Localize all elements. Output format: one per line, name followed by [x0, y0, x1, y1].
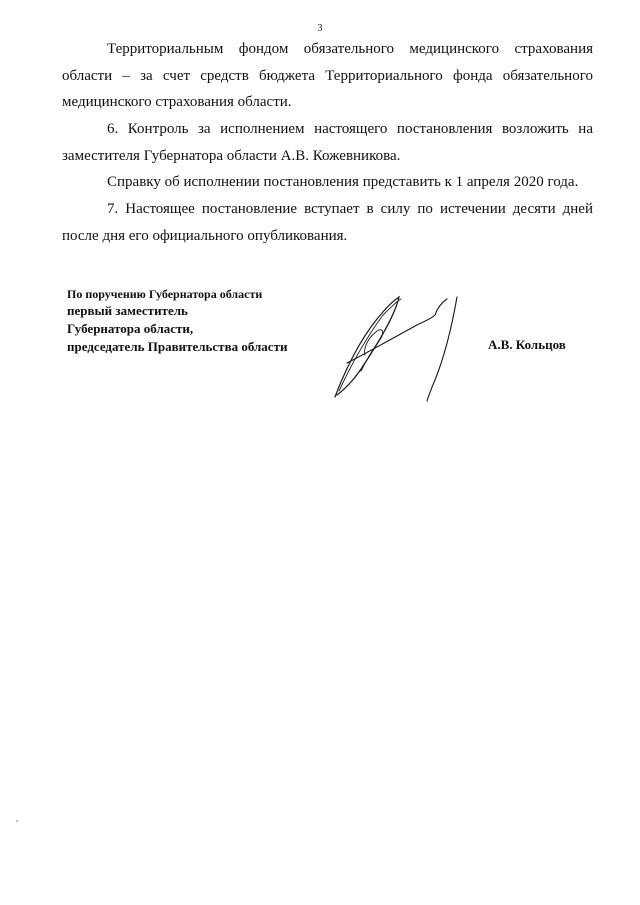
- signatory-position-line-1: первый заместитель: [67, 303, 188, 318]
- paragraph-continuation: [62, 36, 593, 116]
- scan-artifact: [16, 820, 18, 822]
- handwritten-signature: [325, 285, 475, 405]
- signatory-position-line-2: Губернатора области,: [67, 321, 194, 336]
- paragraph-effective-date: [62, 196, 593, 249]
- signatory-position-line-3: председатель Правительства области: [67, 339, 288, 354]
- signer-name: А.В. Кольцов: [488, 337, 566, 352]
- page-number: 3: [317, 23, 323, 34]
- paragraph-text: Справку об исполнении постановления представить к 1 апреля 2020 года.: [107, 174, 579, 190]
- paragraph-text: Территориальным фондом обязательного медицинского страхования области – за счет средств бюджета Территориального фонда обязательного медицинского страхования области.: [62, 41, 593, 110]
- signature-authority-line: По поручению Губернатора области: [67, 287, 263, 301]
- paragraph-control: [62, 116, 593, 169]
- paragraph-text: 6. Контроль за исполнением настоящего постановления возложить на заместителя Губернатора области А.В. Кожевникова.: [62, 121, 593, 164]
- paragraph-text: 7. Настоящее постановление вступает в силу по истечении десяти дней после дня его официального опубликования.: [62, 201, 593, 244]
- paragraph-report: [62, 169, 593, 196]
